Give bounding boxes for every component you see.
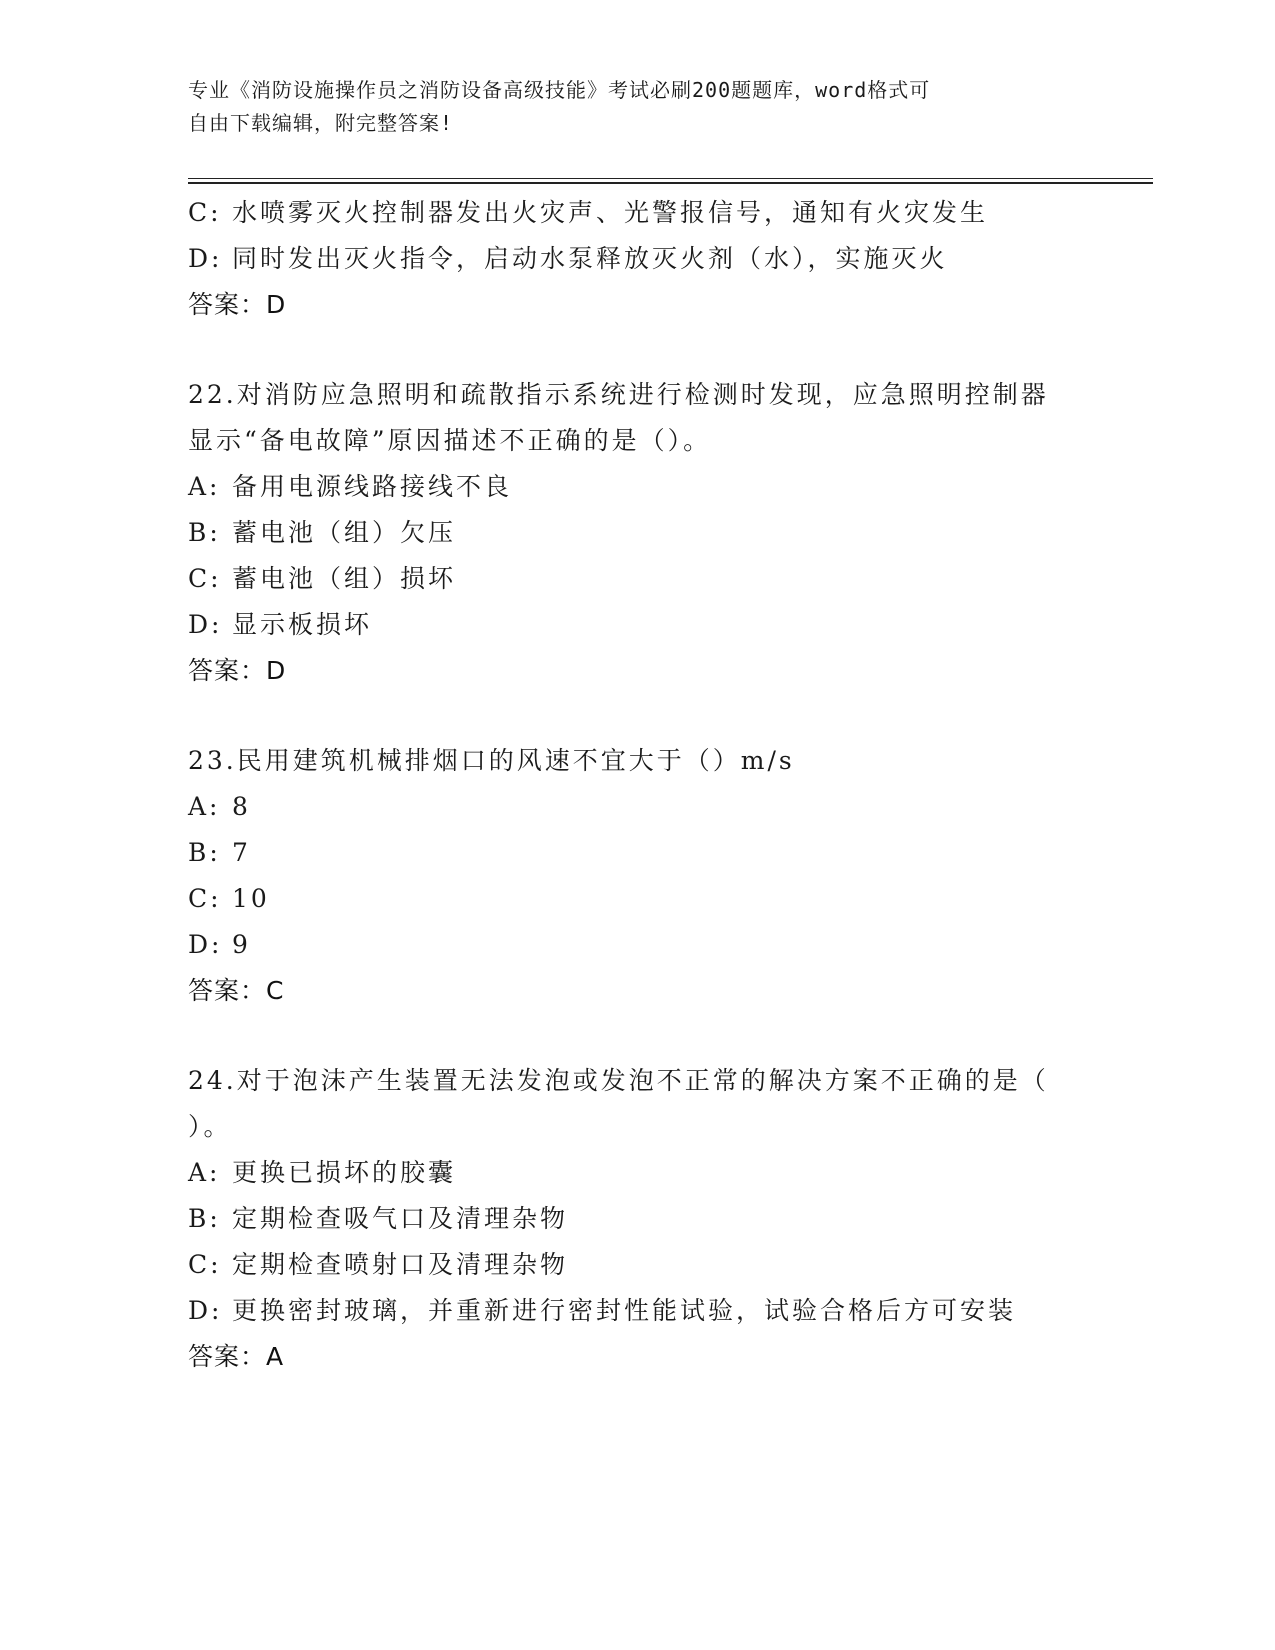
option-key: A: [188,472,221,501]
option-key: B: [188,518,221,547]
header-line-2: 自由下载编辑，附完整答案! [188,111,454,135]
option-text: 更换密封玻璃，并重新进行密封性能试验，试验合格后方可安装 [232,1296,1017,1325]
option-b [188,1196,1088,1242]
question-stem-line-1: 24.对于泡沫产生装置无法发泡或发泡不正常的解决方案不正确的是（ [188,1066,1049,1095]
option-text: 定期检查喷射口及清理杂物 [232,1250,569,1279]
question-fragment [188,190,1088,328]
option-key: C: [188,1250,222,1279]
option-d [188,1288,1088,1334]
option-a [188,784,1088,830]
question-22 [188,372,1088,694]
option-key: A: [188,792,221,821]
option-text: 10 [232,884,270,913]
question-list [188,190,1088,1380]
option-key: C: [188,884,222,913]
answer: 答案：C [188,976,285,1005]
question-stem-line-1: 23.民用建筑机械排烟口的风速不宜大于（）m/s [188,746,795,775]
option-text: 更换已损坏的胶囊 [232,1158,457,1187]
option-c [188,876,1088,922]
option-b [188,830,1088,876]
option-key: D: [188,610,223,639]
question-23 [188,738,1088,1014]
option-text: 9 [232,930,251,959]
option-text: 蓄电池（组）欠压 [232,518,457,547]
document-header [188,74,1068,140]
header-rule-thick [188,182,1153,184]
option-c [188,1242,1088,1288]
question-stem-line-2: 显示“备电故障”原因描述不正确的是（）。 [188,426,712,455]
option-a [188,464,1088,510]
option-d [188,236,1088,282]
header-line-1: 专业《消防设施操作员之消防设备高级技能》考试必刷200题题库，word格式可 [188,78,931,102]
option-text: 同时发出灭火指令，启动水泵释放灭火剂（水），实施灭火 [232,244,948,273]
answer: 答案：D [188,290,287,319]
option-text: 备用电源线路接线不良 [232,472,513,501]
question-stem-line-2: ）。 [188,1112,232,1141]
option-key: D: [188,930,223,959]
option-text: 蓄电池（组）损坏 [232,564,457,593]
option-key: C: [188,198,222,227]
option-key: A: [188,1158,221,1187]
option-text: 7 [232,838,251,867]
header-rule-thin [188,178,1153,179]
option-key: B: [188,1204,221,1233]
option-key: D: [188,244,223,273]
option-c [188,190,1088,236]
answer: 答案：D [188,656,287,685]
option-text: 水喷雾灭火控制器发出火灾声、光警报信号，通知有火灾发生 [232,198,989,227]
option-text: 显示板损坏 [232,610,373,639]
option-text: 定期检查吸气口及清理杂物 [232,1204,569,1233]
option-d [188,922,1088,968]
option-c [188,556,1088,602]
option-d [188,602,1088,648]
option-key: B: [188,838,221,867]
option-text: 8 [232,792,251,821]
answer: 答案：A [188,1342,285,1371]
question-stem-line-1: 22.对消防应急照明和疏散指示系统进行检测时发现，应急照明控制器 [188,380,1049,409]
option-b [188,510,1088,556]
option-a [188,1150,1088,1196]
option-key: C: [188,564,222,593]
question-24 [188,1058,1088,1380]
option-key: D: [188,1296,223,1325]
